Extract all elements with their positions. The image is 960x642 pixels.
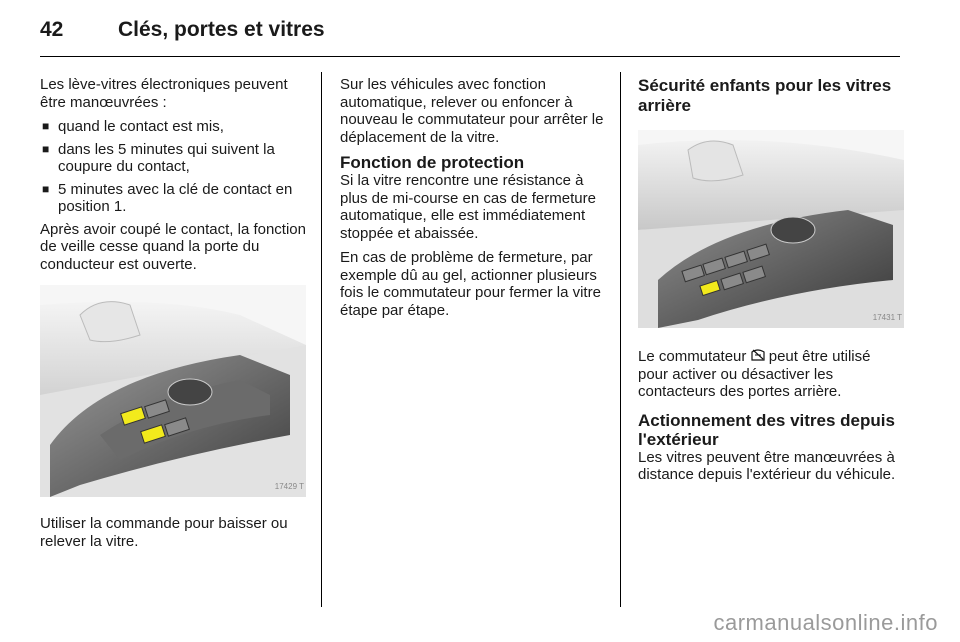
column-1 <box>40 76 306 557</box>
square-bullet-icon: ■ <box>42 181 50 196</box>
standby-paragraph: Après avoir coupé le contact, la fonction de veille cesse quand la porte du conducteur est ouverte. <box>40 220 306 273</box>
protection-paragraph: Si la vitre rencontre une résistance à plus de mi-course en cas de fermeture automatique, elle est immédiatement stoppée et abaissée. <box>340 172 596 242</box>
page-header <box>40 18 900 48</box>
rear-window-switch-illustration <box>638 130 904 328</box>
auto-function-paragraph: Sur les véhicules avec fonction automatique, relever ou enfoncer à nouveau le commutateur pour arrêter le déplacement de la vitre. <box>340 76 604 146</box>
exterior-operation-paragraph: Les vitres peuvent être manœuvrées à distance depuis l'extérieur du véhicule. <box>638 448 896 484</box>
window-switch-figure <box>40 285 306 497</box>
condition-list <box>40 118 306 216</box>
page-number: 42 <box>40 18 64 41</box>
column-3 <box>638 76 904 491</box>
list-item: ■ 5 minutes avec la clé de contact en position 1. <box>42 180 293 215</box>
exterior-operation-heading: Actionnement des vitres depuis l'extérieur <box>638 410 895 449</box>
intro-paragraph: Les lève-vitres électroniques peuvent être manœuvrées : <box>40 76 288 111</box>
column-divider-2 <box>620 72 621 607</box>
door-panel-illustration <box>40 285 306 497</box>
chapter-title: Clés, portes et vitres <box>118 18 325 41</box>
window-lock-icon <box>751 348 765 366</box>
header-rule <box>40 56 900 57</box>
square-bullet-icon: ■ <box>42 119 50 133</box>
square-bullet-icon: ■ <box>42 141 50 156</box>
column-divider-1 <box>321 72 322 607</box>
figure-id: 17429 T <box>274 481 304 491</box>
protection-heading: Fonction de protection <box>340 153 525 172</box>
frost-paragraph: En cas de problème de fermeture, par exemple dû au gel, actionner plusieurs fois le commutateur pour fermer la vitre étape par étape. <box>340 249 601 319</box>
column-2 <box>340 76 606 326</box>
list-item: ■ dans les 5 minutes qui suivent la coupure du contact, <box>42 140 275 175</box>
child-lock-figure <box>638 130 904 328</box>
figure-id: 17431 T <box>872 312 902 322</box>
child-lock-paragraph: Le commutateur peut être utilisé pour activer ou désactiver les contacteurs des portes arrière. <box>638 348 871 401</box>
figure-caption: Utiliser la commande pour baisser ou relever la vitre. <box>40 515 288 550</box>
watermark: carmanualsonline.info <box>713 610 938 635</box>
child-safety-title: Sécurité enfants pour les vitres arrière <box>638 76 892 115</box>
list-item: ■ quand le contact est mis, <box>42 118 224 135</box>
